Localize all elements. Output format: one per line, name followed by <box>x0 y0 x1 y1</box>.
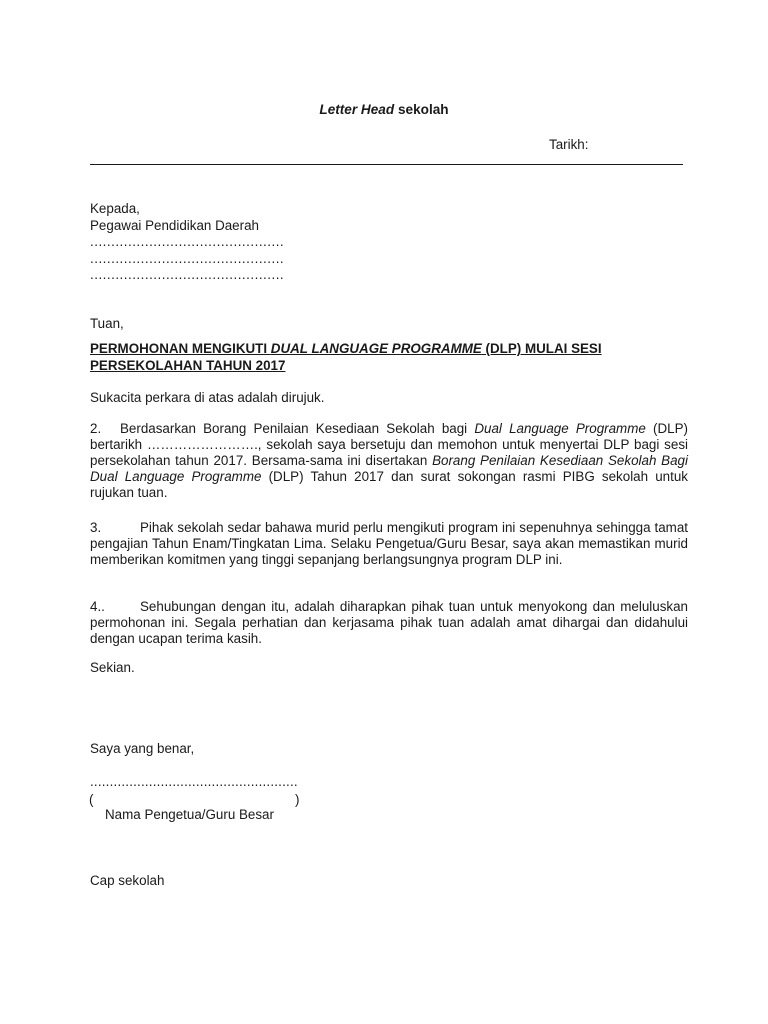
paragraph-2-text-3: (DLP) bertarikh ……………………., sekolah saya bersetuju dan memohon untuk menyertai DLP bagi sesi persekolahan tahun 2017. Bersama-sama ini disertakan <box>90 421 688 468</box>
paragraph-3-number: 3. <box>90 520 102 535</box>
signature-name-bracket <box>89 792 300 808</box>
recipient-dots-line-2: .............................................. <box>90 251 285 266</box>
paragraph-2-number: 2. <box>90 421 102 436</box>
subject-line-2: PERSEKOLAHAN TAHUN 2017 <box>90 358 286 373</box>
paragraph-2-text-1: Berdasarkan Borang Penilaian Kesediaan Sekolah bagi <box>120 421 475 436</box>
signoff: Saya yang benar, <box>90 741 195 756</box>
signature-line: ..................................................... <box>90 774 298 789</box>
subject-line-1 <box>90 340 602 357</box>
letterhead-title-rest: sekolah <box>394 102 449 117</box>
paragraph-2 <box>90 421 688 501</box>
recipient-office: Pegawai Pendidikan Daerah <box>90 218 259 233</box>
paragraph-4-number: 4.. <box>90 599 105 614</box>
recipient-greeting: Kepada, <box>90 201 140 216</box>
signature-close-paren: ) <box>295 792 300 807</box>
recipient-dots-line-1: .............................................. <box>90 234 285 249</box>
paragraph-3 <box>90 520 688 568</box>
salutation: Tuan, <box>90 316 124 331</box>
paragraph-4-text: Sehubungan dengan itu, adalah diharapkan pihak tuan untuk menyokong dan meluluskan permohonan ini. Segala perhatian dan kerjasama pihak tuan adalah amat dihargai dan didahului dengan ucapan terima kasih. <box>90 599 688 646</box>
header-divider <box>90 164 683 165</box>
subject-part-1: PERMOHONAN MENGIKUTI <box>90 341 271 356</box>
subject-part-2: DUAL LANGUAGE PROGRAMME <box>270 341 482 356</box>
letterhead-title-italic: Letter Head <box>319 102 395 117</box>
paragraph-4 <box>90 599 688 647</box>
stamp-label: Cap sekolah <box>90 873 165 888</box>
paragraph-3-text: Pihak sekolah sedar bahawa murid perlu mengikuti program ini sepenuhnya sehingga tamat pengajian Tahun Enam/Tingkatan Lima. Selaku Pengetua/Guru Besar, saya akan memastikan murid memberikan komitmen yang tinggi sepanjang berlangsungnya program DLP ini. <box>90 520 688 567</box>
recipient-dots-line-3: .............................................. <box>90 267 285 282</box>
subject-part-3: (DLP) MULAI SESI <box>481 341 602 356</box>
date-label: Tarikh: <box>549 137 589 152</box>
letterhead-title <box>0 102 768 118</box>
paragraph-2-text-4: Borang Penilaian Kesediaan Sekolah Bagi Dual Language Programme <box>90 453 688 484</box>
subject-heading <box>90 340 602 374</box>
signature-open-paren: ( <box>89 792 94 807</box>
paragraph-2-text-5: (DLP) Tahun 2017 dan surat sokongan rasmi PIBG sekolah untuk rujukan tuan. <box>90 469 688 500</box>
closing: Sekian. <box>90 660 135 675</box>
paragraph-2-text-2: Dual Language Programme <box>474 421 646 436</box>
paragraph-1: Sukacita perkara di atas adalah dirujuk. <box>90 390 325 405</box>
signature-name-label: Nama Pengetua/Guru Besar <box>105 807 274 822</box>
